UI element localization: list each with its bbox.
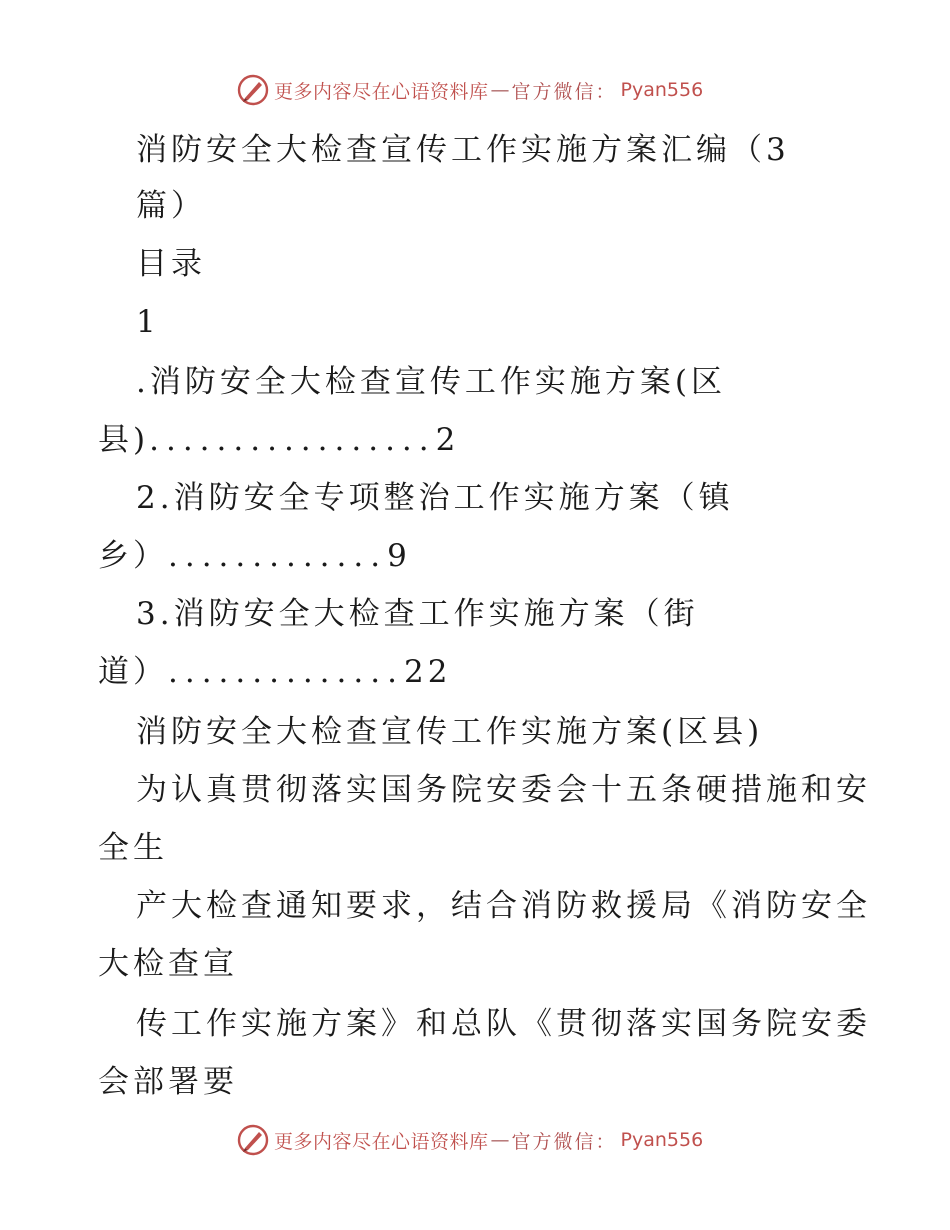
banner-official-label: 官方微信： (511, 80, 617, 103)
document-title-line-2: 篇） (136, 188, 206, 224)
toc-entry-2-leader: ............. (168, 538, 388, 574)
toc-heading: 目录 (136, 246, 206, 282)
banner-dash: — (490, 79, 510, 101)
paragraph-1-line-2: 全生 (98, 830, 168, 866)
paragraph-2-line-1: 产大检查通知要求，结合消防救援局《消防安全 (136, 888, 871, 924)
pen-logo-icon (236, 73, 270, 107)
toc-entry-1-line-2 (98, 418, 459, 462)
banner-text: 更多内容尽在心语资料库 (274, 1130, 489, 1153)
toc-entry-3-page: 22 (403, 654, 452, 690)
banner-wechat-id: Pyan556 (620, 79, 704, 101)
paragraph-3-line-1: 传工作实施方案》和总队《贯彻落实国务院安委 (136, 1006, 871, 1042)
toc-entry-2-text: 乡） (98, 538, 168, 574)
toc-number-1: 1 (136, 304, 160, 340)
toc-entry-3-leader: .............. (168, 654, 404, 690)
toc-entry-2-line-2 (98, 534, 411, 578)
banner-wechat-id: Pyan556 (620, 1129, 704, 1151)
header-watermark-banner (236, 70, 703, 110)
toc-entry-1-text: 县) (98, 422, 150, 458)
paragraph-1-line-1: 为认真贯彻落实国务院安委会十五条硬措施和安 (136, 772, 871, 808)
banner-dash: — (490, 1129, 510, 1151)
paragraph-2-line-2: 大检查宣 (98, 946, 238, 982)
toc-entry-2-line-1: 2.消防安全专项整治工作实施方案（镇 (136, 480, 734, 516)
banner-official-label: 官方微信： (511, 1130, 617, 1153)
paragraph-3-line-2: 会部署要 (98, 1064, 238, 1100)
banner-text: 更多内容尽在心语资料库 (274, 80, 489, 103)
toc-entry-3-text: 道） (98, 654, 168, 690)
document-title-line-1: 消防安全大检查宣传工作实施方案汇编（3 (136, 132, 790, 168)
toc-entry-1-leader: ................. (149, 422, 436, 458)
footer-watermark-banner (236, 1120, 703, 1160)
toc-entry-3-line-1: 3.消防安全大检查工作实施方案（街 (136, 596, 699, 632)
section-title: 消防安全大检查宣传工作实施方案(区县) (136, 714, 764, 750)
pen-logo-icon (236, 1123, 270, 1157)
toc-entry-3-line-2 (98, 650, 451, 694)
toc-entry-1-line-1: .消防安全大检查宣传工作实施方案(区 (136, 364, 726, 400)
toc-entry-1-page: 2 (435, 422, 460, 458)
toc-entry-2-page: 9 (387, 538, 411, 574)
